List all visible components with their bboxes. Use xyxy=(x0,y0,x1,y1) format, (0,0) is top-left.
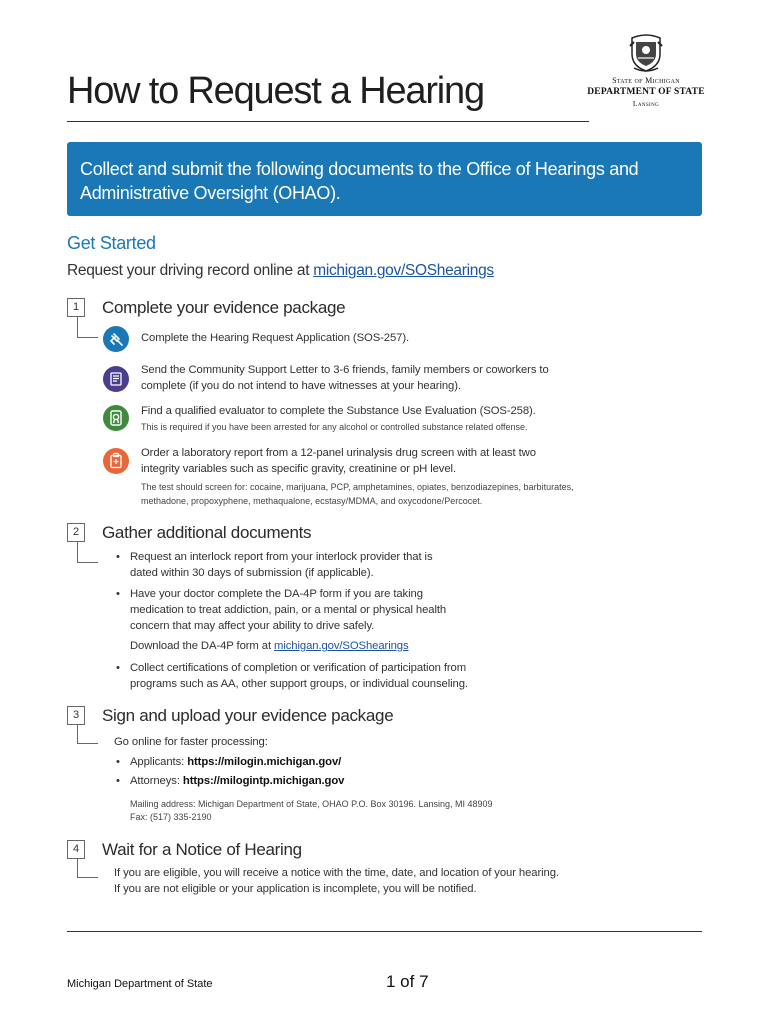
step-1-heading: Complete your evidence package xyxy=(102,298,346,317)
step-3-heading: Sign and upload your evidence package xyxy=(102,706,394,725)
step-2-number: 2 xyxy=(67,523,85,542)
step-3-bracket xyxy=(77,725,98,744)
da4p-link[interactable]: michigan.gov/SOShearings xyxy=(274,640,409,652)
soshearings-link[interactable]: michigan.gov/SOShearings xyxy=(313,262,494,279)
intro-banner: Collect and submit the following documents to the Office of Hearings and Administrative Oversight (OHAO). xyxy=(67,142,702,216)
attorneys-line xyxy=(130,773,530,789)
download-text: Download the DA-4P form at xyxy=(130,640,275,652)
step-4-bracket xyxy=(77,859,98,878)
item-lab-report: Order a laboratory report from a 12-panel urinalysis drug screen with at least two integrity variables such as specific gravity, creatinine or pH level. xyxy=(141,447,536,475)
upload-intro: Go online for faster processing: xyxy=(114,736,268,748)
award-icon xyxy=(103,405,129,431)
department-label: DEPARTMENT OF STATE xyxy=(587,87,705,97)
request-record-line xyxy=(67,262,494,280)
bullet-dot: • xyxy=(116,756,120,768)
bullet-da4p: Have your doctor complete the DA-4P form if you are taking medication to treat addiction, pain, or a mental or physical health concern that may affect your ability to drive safely. xyxy=(130,588,447,632)
step-1-number: 1 xyxy=(67,298,85,317)
notice-not-eligible: If you are not eligible or your application is incomplete, you will be notified. xyxy=(114,883,477,895)
step-2-heading: Gather additional documents xyxy=(102,523,312,542)
footer-divider xyxy=(67,931,702,932)
page-number: 1 of 7 xyxy=(386,972,429,991)
page-title: How to Request a Hearing xyxy=(67,70,484,112)
step-4-number: 4 xyxy=(67,840,85,859)
item-community-letter: Send the Community Support Letter to 3-6 friends, family members or coworkers to complete (if you do not intend to have witnesses at your hearing). xyxy=(141,364,549,392)
fax-number: Fax: (517) 335-2190 xyxy=(130,812,212,822)
step-2-bracket xyxy=(77,542,98,563)
bullet-interlock: Request an interlock report from your interlock provider that is dated within 30 days of submission (if applicable). xyxy=(130,551,433,579)
gavel-icon xyxy=(103,326,129,352)
applicants-label: Applicants: xyxy=(130,756,188,768)
clipboard-icon xyxy=(103,448,129,474)
footer-organization: Michigan Department of State xyxy=(67,978,213,990)
bullet-dot: • xyxy=(116,588,120,600)
attorneys-url[interactable]: https://milogintp.michigan.gov xyxy=(182,775,345,787)
michigan-seal-icon xyxy=(628,32,664,72)
item-lab-note: The test should screen for: cocaine, marijuana, PCP, amphetamines, opiates, benzodiazepines, barbiturates, methadone, propoxyphene, methaqualone, ecstasy/MDMA, and oxycodone/Percocet. xyxy=(141,482,574,506)
state-label: State of Michigan xyxy=(612,76,680,85)
step-4-heading: Wait for a Notice of Hearing xyxy=(102,840,302,859)
department-block xyxy=(586,76,706,108)
bullet-certifications: Collect certifications of completion or verification of participation from programs such as AA, other support groups, or individual counseling. xyxy=(130,662,468,690)
get-started-heading: Get Started xyxy=(67,233,156,253)
city-label: Lansing xyxy=(632,99,660,108)
notice-eligible: If you are eligible, you will receive a notice with the time, date, and location of your hearing. xyxy=(114,867,559,879)
document-icon xyxy=(103,366,129,392)
step-1-bracket xyxy=(77,317,98,338)
applicants-url[interactable]: https://milogin.michigan.gov/ xyxy=(187,756,342,768)
step-3-number: 3 xyxy=(67,706,85,725)
item-hearing-request: Complete the Hearing Request Application (SOS-257). xyxy=(141,332,410,344)
request-record-text: Request your driving record online at xyxy=(67,262,314,279)
bullet-dot: • xyxy=(116,551,120,563)
item-substance-evaluation: Find a qualified evaluator to complete the Substance Use Evaluation (SOS-258). xyxy=(141,405,536,417)
item-substance-note: This is required if you have been arrested for any alcohol or controlled substance related offense. xyxy=(141,422,528,432)
applicants-line xyxy=(130,754,530,770)
title-divider xyxy=(67,121,589,122)
bullet-dot: • xyxy=(116,662,120,674)
bullet-dot: • xyxy=(116,775,120,787)
mailing-address: Mailing address: Michigan Department of State, OHAO P.O. Box 30196. Lansing, MI 48909 xyxy=(130,799,493,809)
attorneys-label: Attorneys: xyxy=(130,775,183,787)
download-da4p-line xyxy=(130,638,530,654)
